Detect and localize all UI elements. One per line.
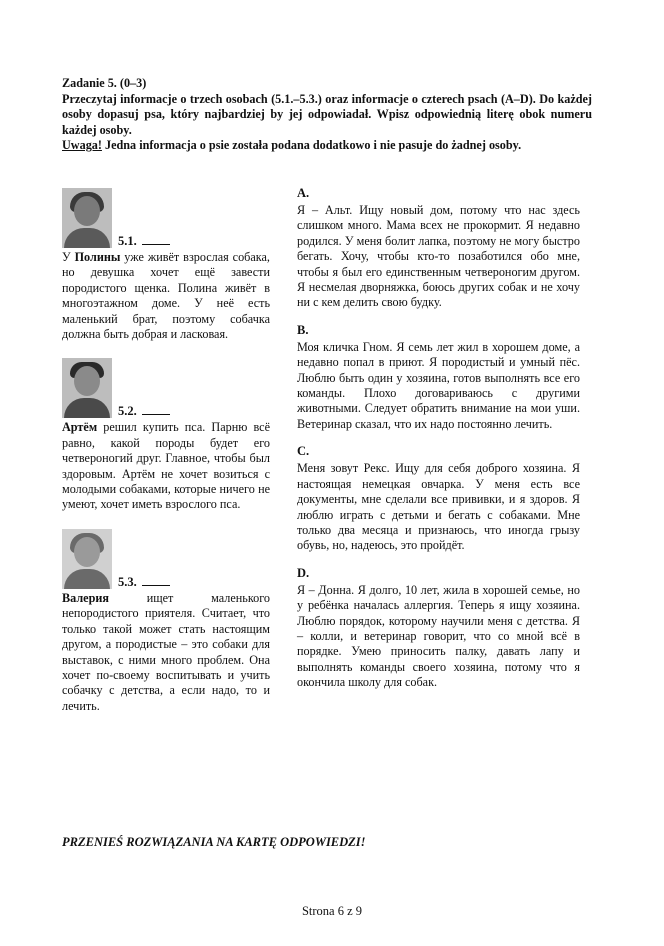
person-number: 5.1. <box>118 234 137 248</box>
dog-c <box>297 444 580 553</box>
person-photo <box>62 529 112 589</box>
dog-b <box>297 323 580 432</box>
person-number: 5.3. <box>118 574 137 589</box>
dog-description: Меня зовут Рекс. Ищу для себя доброго хозяина. Я настоящая немецкая овчарка. У меня есть все документы, мне сделали все прививки, и я здоров. Я люблю играть с детьми и бегать с собаками. Мне только два месяца и признаюсь, что иногда грызу обувь, но, надеюсь, это пройдёт. <box>297 461 580 553</box>
answer-slot[interactable] <box>118 575 170 589</box>
answer-blank[interactable] <box>142 575 170 586</box>
page-number: Strona 6 z 9 <box>301 904 363 918</box>
person-name: Полины <box>74 250 121 264</box>
person-5-1 <box>62 186 270 342</box>
dogs-column <box>297 186 580 703</box>
answer-blank[interactable] <box>142 404 170 415</box>
answer-slot[interactable] <box>118 234 170 248</box>
task-title: Zadanie 5. (0–3) <box>62 76 147 90</box>
dog-letter: B. <box>297 322 309 337</box>
dog-description: Я – Альт. Ищу новый дом, потому что нас здесь слишком много. Мама всех не прокормит. Я недавно родился. У меня болит лапка, поэтому не могу быстро бегать. Хочу, чтобы кто-то позаботился обо мне, чтобы я был его единственным четвероногим другом. Я несмелая дворняжка, боюсь других собак и не хочу ни с кем делить свою будку. <box>297 203 580 310</box>
dog-d <box>297 566 580 691</box>
dog-description: Я – Донна. Я долго, 10 лет, жила в хорошей семье, но у ребёнка началась аллергия. Теперь я ищу хозяина. Люблю порядок, которому научили меня с детства. Я – колли, и ветеринар говорит, что со мной всё в порядке. Умею приносить палку, давать лапу и выполнять команды своего хозяина, потому что я окончила школу для собак. <box>297 582 580 690</box>
person-number: 5.2. <box>118 404 137 419</box>
dog-a <box>297 186 580 311</box>
dog-letter: D. <box>297 565 310 580</box>
task-warning <box>62 138 592 154</box>
person-name: Валерия <box>62 590 109 605</box>
person-photo <box>62 188 112 248</box>
person-description: Валерия ищет маленького непородистого приятеля. Считает, что только такой может стать настоящим другом, а породистые – это собаки для выставок, с ними много проблем. Она хочет по-своему воспитывать и учить собачку с детства, а если надо, то и лечить. <box>62 590 270 713</box>
dog-letter: A. <box>297 186 310 200</box>
person-photo <box>62 358 112 418</box>
person-description: У Полины уже живёт взрослая собака, но девушка хочет ещё завести породистого щенка. Полина живёт в многоэтажном доме. У неё есть маленький брат, поэтому собачка должна быть добрая и ласковая. <box>62 250 270 342</box>
dog-letter: C. <box>297 444 310 459</box>
answer-slot[interactable] <box>118 404 170 418</box>
transfer-note: PRZENIEŚ ROZWIĄZANIA NA KARTĘ ODPOWIEDZI! <box>62 835 366 849</box>
person-5-3 <box>62 527 270 714</box>
task-header <box>62 76 592 154</box>
dog-description: Моя кличка Гном. Я семь лет жил в хорошем доме, а недавно попал в приют. Я породистый и умный пёс. Люблю быть один у хозяина, готов выполнять все его команды. Плохо договариваюсь с другими животными. Следует обратить внимание на мои уши. Ветеринар сказал, что их надо постоянно лечить. <box>297 339 580 431</box>
person-5-2 <box>62 356 270 512</box>
person-name: Артём <box>62 420 98 435</box>
task-instruction: Przeczytaj informacje o trzech osobach (5.1.–5.3.) oraz informacje o czterech psach (A–D). Do każdej osoby dopasuj psa, który najbardziej by jej odpowiadał. Wpisz odpowiednią literę obok numeru każdej osoby. <box>62 91 592 137</box>
warning-label: Uwaga! <box>62 138 102 152</box>
person-description: Артём решил купить пса. Парню всё равно, какой породы будет его четвероногий друг. Главное, чтобы был здоровым. Артём не хочет возиться с молодыми собаками, которые ничего не умеют, хочет иметь взрослого пса. <box>62 420 270 512</box>
people-column <box>62 186 270 714</box>
answer-blank[interactable] <box>142 234 170 245</box>
warning-text: Jedna informacja o psie została podana dodatkowo i nie pasuje do żadnej osoby. <box>101 138 522 152</box>
